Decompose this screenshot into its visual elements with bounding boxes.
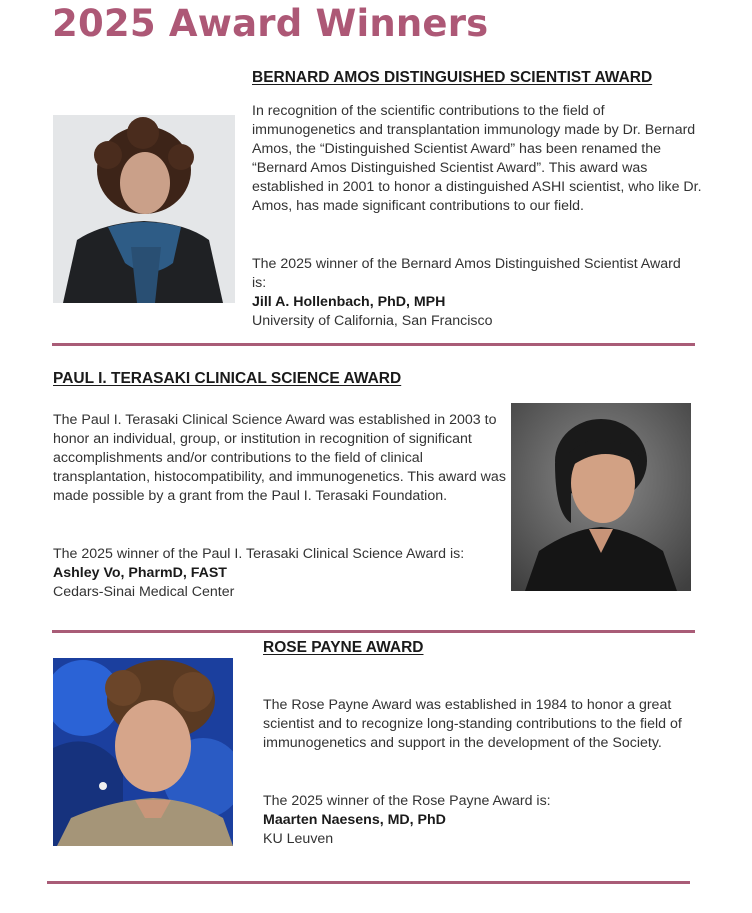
winner-name: Maarten Naesens, MD, PhD xyxy=(263,812,446,828)
winner-affiliation: University of California, San Francisco xyxy=(252,313,493,329)
section-divider xyxy=(47,881,690,884)
award-heading: ROSE PAYNE AWARD xyxy=(263,639,424,656)
award-heading: BERNARD AMOS DISTINGUISHED SCIENTIST AWARD xyxy=(252,69,653,86)
winner-intro: The 2025 winner of the Bernard Amos Distinguished Scientist Award is: xyxy=(252,256,681,291)
winner-name: Jill A. Hollenbach, PhD, MPH xyxy=(252,294,446,310)
award-heading: PAUL I. TERASAKI CLINICAL SCIENCE AWARD xyxy=(53,370,402,387)
winner-photo xyxy=(53,658,233,846)
winner-photo xyxy=(53,115,235,303)
award-description: The Rose Payne Award was established in 1984 to honor a great scientist and to recognize long-standing contributions to the field of immunogenetics and support in the development of the Society. xyxy=(263,697,682,751)
winner-affiliation: KU Leuven xyxy=(263,831,334,847)
winner-affiliation: Cedars-Sinai Medical Center xyxy=(53,584,235,600)
winner-intro: The 2025 winner of the Rose Payne Award is: xyxy=(263,793,551,809)
award-description: In recognition of the scientific contributions to the field of immunogenetics and transplantation immunology made by Dr. Bernard Amos, the “Distinguished Scientist Award” has been renamed the “Bernard Amos Distinguished Scientist Award”. This award was established in 2001 to honor a distinguished ASHI scientist, who like Dr. Amos, has made significant contributions to our field. xyxy=(252,103,702,214)
section-divider xyxy=(52,343,695,346)
page-title: 2025 Award Winners xyxy=(52,2,489,45)
winner-photo xyxy=(511,403,691,591)
section-divider xyxy=(52,630,695,633)
winner-intro: The 2025 winner of the Paul I. Terasaki Clinical Science Award is: xyxy=(53,546,465,562)
award-description: The Paul I. Terasaki Clinical Science Award was established in 2003 to honor an individual, group, or institution in recognition of significant accomplishments and/or contributions to the field of clinical transplantation, histocompatibility, and immunogenetics. This award was made possible by a grant from the Paul I. Terasaki Foundation. xyxy=(53,412,506,504)
winner-name: Ashley Vo, PharmD, FAST xyxy=(53,565,227,581)
